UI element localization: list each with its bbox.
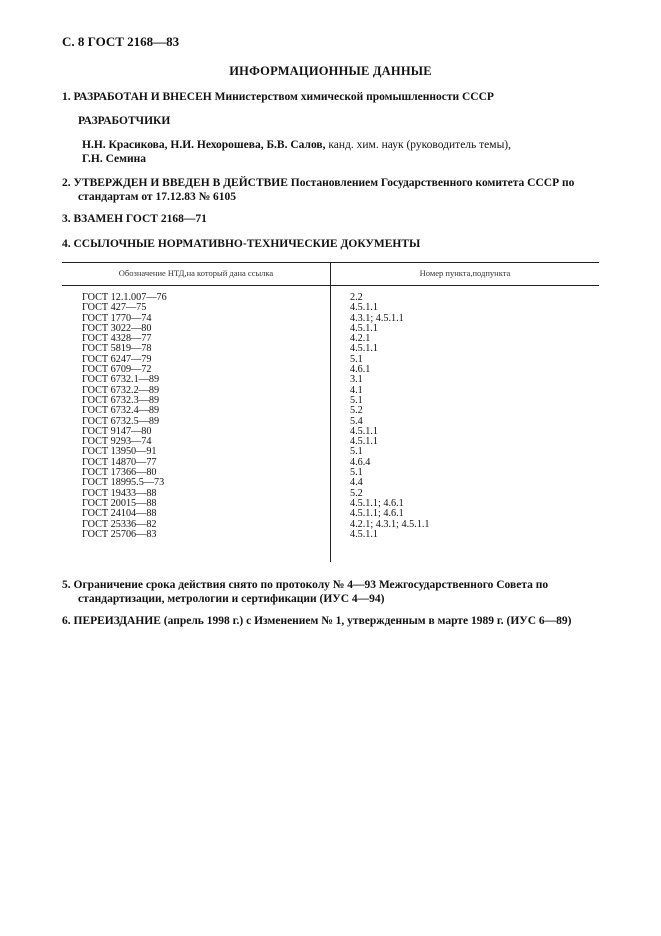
paragraph-2-lead: УТВЕРЖДЕН И ВВЕДЕН В ДЕЙСТВИЕ — [73, 177, 288, 189]
developers-role: канд. хим. наук (руководитель темы), — [328, 139, 511, 151]
page-header: С. 8 ГОСТ 2168—83 — [62, 34, 180, 49]
developers-list — [82, 138, 598, 166]
table-cell-designation: ГОСТ 14870—77 — [82, 456, 157, 468]
table-cell-clause: 4.1 — [350, 384, 363, 396]
table-cell-clause: 4.6.1 — [350, 364, 371, 376]
document-title: ИНФОРМАЦИОННЫЕ ДАННЫЕ — [229, 64, 432, 78]
paragraph-2-line1: Постановлением Государственного комитета СССР по — [290, 177, 575, 189]
paragraph-5 — [62, 578, 602, 606]
table-cell-designation: ГОСТ 6732.1—89 — [82, 374, 160, 386]
paragraph-1-lead: РАЗРАБОТАН И ВНЕСЕН — [73, 91, 212, 103]
table-cell-clause: 4.5.1.1 — [350, 425, 379, 437]
table-cell-clause: 4.5.1.1 — [350, 436, 379, 448]
table-cell-designation: ГОСТ 25706—83 — [82, 528, 157, 540]
table-cell-designation: ГОСТ 1770—74 — [82, 312, 152, 324]
table-cell-designation: ГОСТ 17366—80 — [82, 467, 157, 479]
table-cell-designation: ГОСТ 25336—82 — [82, 518, 157, 530]
table-header-designation: Обозначение НТД,на который дана ссылка — [118, 268, 274, 278]
developers-last-name: Г.Н. Семина — [82, 153, 146, 165]
table-cell-designation: ГОСТ 3022—80 — [82, 322, 152, 334]
table-cell-clause: 4.5.1.1 — [350, 302, 379, 314]
table-cell-clause: 4.5.1.1 — [350, 528, 379, 540]
paragraph-2 — [62, 176, 602, 204]
table-cell-clause: 4.2.1; 4.3.1; 4.5.1.1 — [350, 518, 430, 530]
paragraph-6-number: 6. — [62, 615, 71, 627]
table-cell-clause: 5.1 — [350, 467, 363, 479]
paragraph-4-text: ССЫЛОЧНЫЕ НОРМАТИВНО-ТЕХНИЧЕСКИЕ ДОКУМЕНТЫ — [73, 238, 421, 250]
table-cell-designation: ГОСТ 19433—88 — [82, 487, 157, 499]
paragraph-6 — [62, 614, 602, 628]
paragraph-2-line2: стандартам от 17.12.83 № 6105 — [78, 191, 237, 203]
table-cell-clause: 4.2.1 — [350, 333, 371, 345]
table-cell-clause: 5.1 — [350, 353, 363, 365]
paragraph-5-line2: стандартизации, метрологии и сертификации (ИУС 4—94) — [78, 593, 385, 605]
paragraph-1-number: 1. — [62, 91, 71, 103]
table-cell-designation: ГОСТ 18995.5—73 — [82, 477, 165, 489]
table-cell-designation: ГОСТ 12.1.007—76 — [82, 292, 167, 303]
table-cell-clause: 4.5.1.1; 4.6.1 — [350, 497, 404, 509]
table-cell-designation: ГОСТ 5819—78 — [82, 343, 152, 355]
table-cell-designation: ГОСТ 6732.4—89 — [82, 405, 160, 417]
table-cell-clause: 4.5.1.1 — [350, 343, 379, 355]
table-cell-clause: 4.3.1; 4.5.1.1 — [350, 312, 404, 324]
table-cell-designation: ГОСТ 6732.3—89 — [82, 394, 160, 406]
table-cell-clause: 4.5.1.1; 4.6.1 — [350, 508, 404, 520]
developers-heading: РАЗРАБОТЧИКИ — [78, 115, 171, 127]
table-cell-clause: 5.1 — [350, 446, 363, 458]
table-column-clauses — [350, 293, 430, 540]
table-cell-clause: 2.2 — [350, 292, 363, 303]
paragraph-5-line1: Ограничение срока действия снято по протоколу № 4—93 Межгосударственного Совета по — [73, 579, 549, 591]
paragraph-4 — [62, 237, 602, 251]
table-cell-clause: 4.6.4 — [350, 456, 371, 468]
table-column-divider — [330, 262, 331, 562]
table-cell-designation: ГОСТ 9293—74 — [82, 436, 152, 448]
paragraph-3 — [62, 212, 602, 226]
table-cell-clause: 5.2 — [350, 405, 363, 417]
paragraph-1-text: Министерством химической промышленности СССР — [214, 91, 494, 103]
paragraph-2-number: 2. — [62, 177, 71, 189]
table-cell-designation: ГОСТ 6732.2—89 — [82, 384, 160, 396]
table-cell-designation: ГОСТ 20015—88 — [82, 497, 157, 509]
paragraph-6-lead: ПЕРЕИЗДАНИЕ — [73, 615, 161, 627]
paragraph-1 — [62, 90, 602, 104]
table-cell-clause: 4.5.1.1 — [350, 322, 379, 334]
table-cell-designation: ГОСТ 6247—79 — [82, 353, 152, 365]
paragraph-3-text: ВЗАМЕН ГОСТ 2168—71 — [73, 213, 207, 225]
table-column-designations — [82, 293, 167, 540]
table-cell-clause: 5.1 — [350, 394, 363, 406]
table-cell-designation: ГОСТ 9147—80 — [82, 425, 152, 437]
table-header-clause: Номер пункта,подпункта — [419, 268, 511, 278]
table-cell-designation: ГОСТ 427—75 — [82, 302, 147, 314]
table-cell-clause: 5.4 — [350, 415, 363, 427]
table-cell-designation: ГОСТ 24104—88 — [82, 508, 157, 520]
table-cell-clause: 3.1 — [350, 374, 363, 386]
table-cell-clause: 5.2 — [350, 487, 363, 499]
table-cell-clause: 4.4 — [350, 477, 363, 489]
developers-names: Н.Н. Красикова, Н.И. Нехорошева, Б.В. Салов, — [82, 139, 326, 151]
table-cell-designation: ГОСТ 13950—91 — [82, 446, 157, 458]
paragraph-4-number: 4. — [62, 238, 71, 250]
paragraph-5-number: 5. — [62, 579, 71, 591]
paragraph-3-number: 3. — [62, 213, 71, 225]
table-cell-designation: ГОСТ 4328—77 — [82, 333, 152, 345]
table-cell-designation: ГОСТ 6709—72 — [82, 364, 152, 376]
table-cell-designation: ГОСТ 6732.5—89 — [82, 415, 160, 427]
paragraph-6-text: (апрель 1998 г.) с Изменением № 1, утвержденным в марте 1989 г. (ИУС 6—89) — [163, 615, 572, 627]
